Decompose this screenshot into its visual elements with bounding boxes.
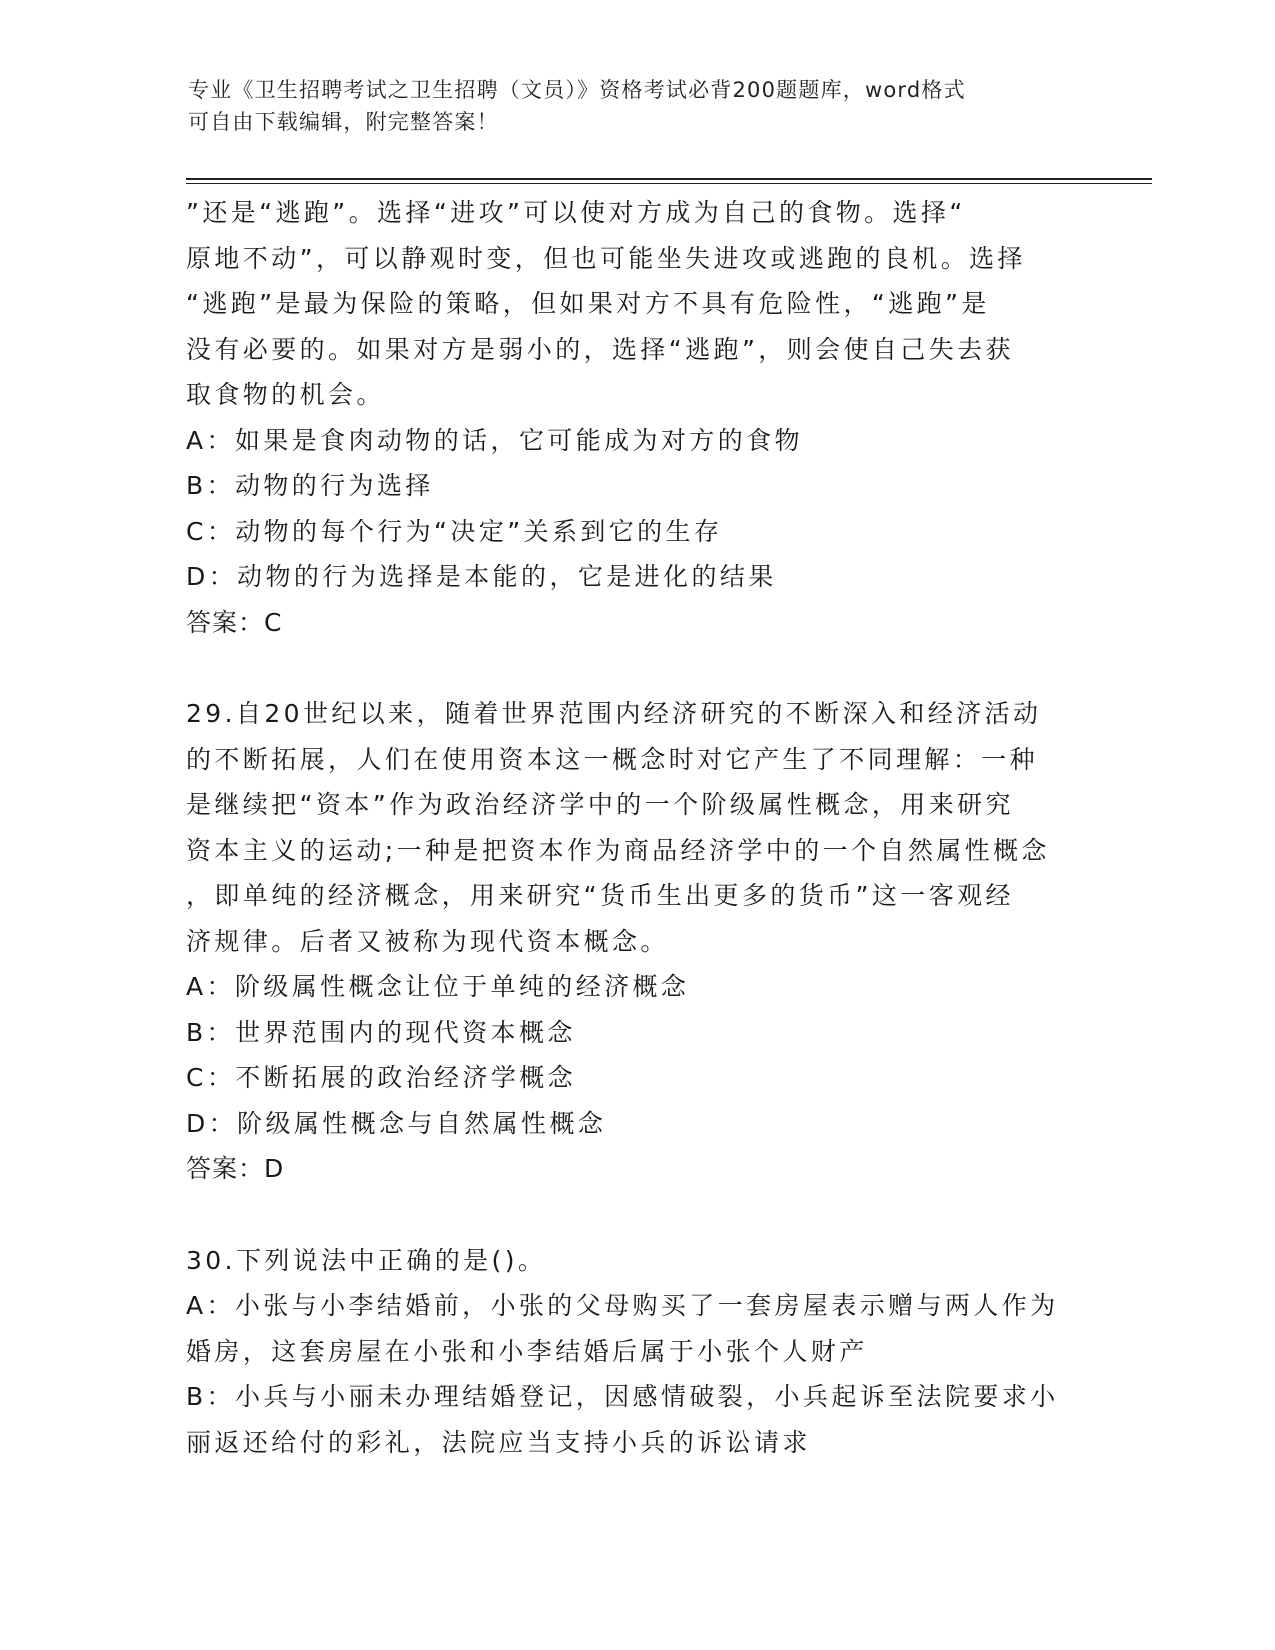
option-a: A：小张与小李结婚前，小张的父母购买了一套房屋表示赠与两人作为 bbox=[186, 1291, 1059, 1320]
question-stem-line: 资本主义的运动;一种是把资本作为商品经济学中的一个自然属性概念 bbox=[186, 835, 1050, 865]
option-a-continued: 婚房，这套房屋在小张和小李结婚后属于小张个人财产 bbox=[186, 1336, 868, 1366]
option-d: D：阶级属性概念与自然属性概念 bbox=[186, 1108, 607, 1138]
answer-label: 答案：C bbox=[186, 607, 283, 637]
question-stem-line: ”还是“逃跑”。选择“进攻”可以使对方成为自己的食物。选择“ bbox=[186, 198, 966, 227]
option-a: A：如果是食肉动物的话，它可能成为对方的食物 bbox=[186, 425, 803, 455]
question-stem-line: 29.自20世纪以来，随着世界范围内经济研究的不断深入和经济活动 bbox=[186, 699, 1042, 728]
question-30 bbox=[186, 1238, 1086, 1466]
question-stem-line: ，即单纯的经济概念，用来研究“货币生出更多的货币”这一客观经 bbox=[186, 881, 1014, 910]
answer-label: 答案：D bbox=[186, 1154, 285, 1183]
question-stem-line: 没有必要的。如果对方是弱小的，选择“逃跑”，则会使自己失去获 bbox=[186, 334, 1014, 364]
option-b: B：动物的行为选择 bbox=[186, 471, 434, 500]
option-d: D：动物的行为选择是本能的，它是进化的结果 bbox=[186, 562, 777, 591]
question-stem-line: 取食物的机会。 bbox=[186, 380, 385, 409]
question-28 bbox=[186, 190, 1086, 645]
header-divider bbox=[186, 178, 1152, 184]
option-b: B：小兵与小丽未办理结婚登记，因感情破裂，小兵起诉至法院要求小 bbox=[186, 1382, 1059, 1411]
option-c: C：动物的每个行为“决定”关系到它的生存 bbox=[186, 516, 723, 546]
option-b-continued: 丽返还给付的彩礼，法院应当支持小兵的诉讼请求 bbox=[186, 1427, 811, 1457]
question-29 bbox=[186, 691, 1086, 1192]
header-title-line-2: 可自由下载编辑，附完整答案！ bbox=[188, 110, 499, 134]
option-b: B：世界范围内的现代资本概念 bbox=[186, 1017, 576, 1047]
question-stem-line: 原地不动”，可以静观时变，但也可能坐失进攻或逃跑的良机。选择 bbox=[186, 243, 1026, 273]
option-a: A：阶级属性概念让位于单纯的经济概念 bbox=[186, 972, 690, 1001]
header-title-line-1: 专业《卫生招聘考试之卫生招聘（文员）》资格考试必背200题题库，word格式 bbox=[188, 78, 966, 102]
question-stem-line: 济规律。后者又被称为现代资本概念。 bbox=[186, 926, 669, 956]
option-c: C：不断拓展的政治经济学概念 bbox=[186, 1063, 577, 1092]
spacer bbox=[186, 645, 1086, 691]
spacer bbox=[186, 1192, 1086, 1238]
question-stem-line: 是继续把“资本”作为政治经济学中的一个阶级属性概念，用来研究 bbox=[186, 790, 1014, 819]
question-stem-line: 的不断拓展，人们在使用资本这一概念时对它产生了不同理解：一种 bbox=[186, 744, 1039, 774]
question-content bbox=[186, 190, 1086, 1465]
question-stem-line: “逃跑”是最为保险的策略，但如果对方不具有危险性，“逃跑”是 bbox=[186, 289, 990, 318]
document-header bbox=[188, 74, 1068, 138]
question-stem-line: 30.下列说法中正确的是()。 bbox=[186, 1245, 547, 1275]
